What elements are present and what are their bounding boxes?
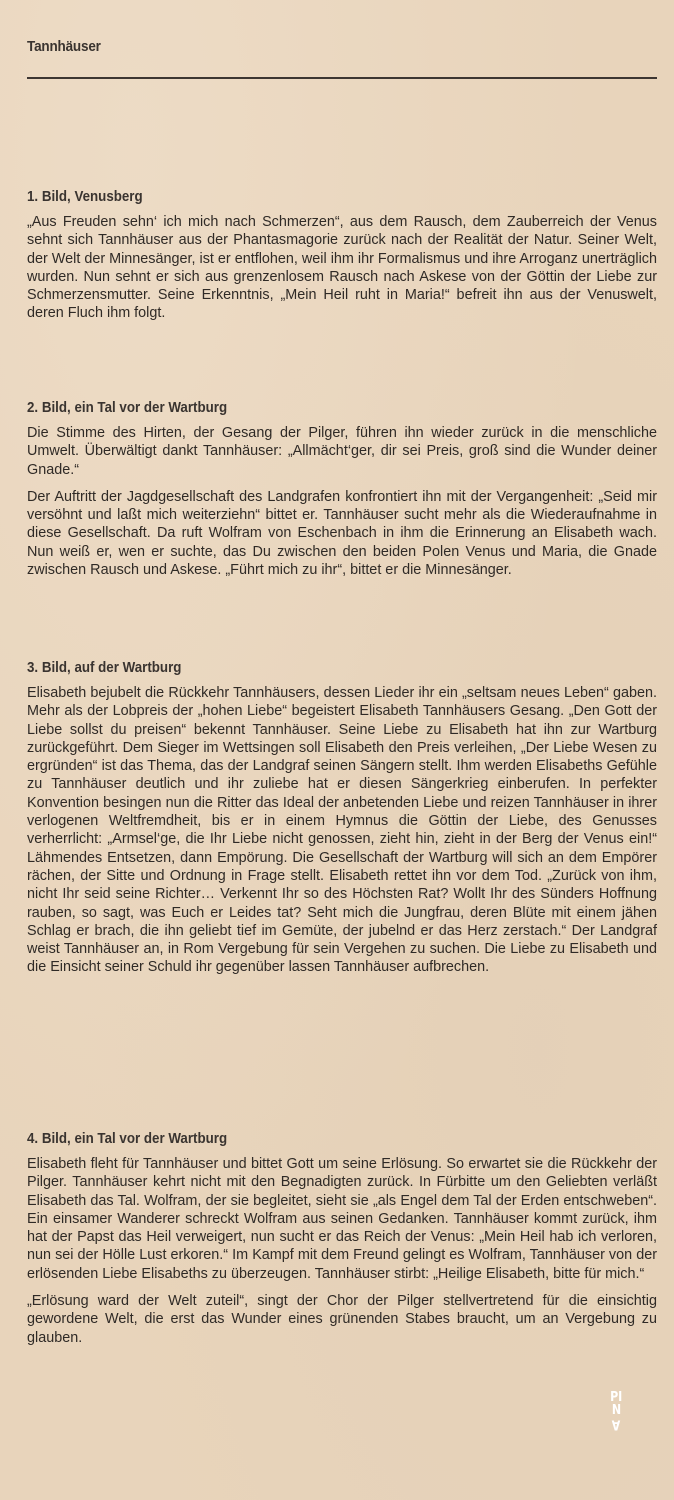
section-paragraph: Elisabeth fleht für Tannhäuser und bittet Gott um seine Erlösung. So erwartet sie die Rückkehr der Pilger. Tannhäuser kehrt nicht mit den Begnadigten zurück. In Fürbitte um den Geliebten verläßt Elisabeth das Tal. Wolfram, der sie begleitet, sieht sie „als Engel dem Tal der Erden entschweben“. Ein einsamer Wanderer schreckt Wolfram aus seinen Gedanken. Tannhäuser kommt zurück, ihm hat der Papst das Heil verweigert, nun sucht er das Reich der Venus: „Mein Heil hab ich verloren, nun sei der Hölle Lust erkoren.“ Im Kampf mit dem Freund gelingt es Wolfram, Tannhäuser von der erlösenden Liebe Elisabeths zu überzeugen. Tannhäuser stirbt: „Heilige Elisabeth, bitte für mich.“ bbox=[27, 1156, 657, 1282]
section-paragraph: Der Auftritt der Jagdgesellschaft des Landgrafen konfrontiert ihn mit der Vergangenheit: „Seid mir versöhnt und laßt mich weiterziehn“ bittet er. Tannhäuser sucht mehr als die Wiederaufnahme in diese Gesellschaft. Da ruft Wolfram von Eschenbach in ihm die Erinnerung an Elisabeth wach. Nun weiß er, wen er suchte, das Du zwischen den beiden Polen Venus und Maria, die Gnade zwischen Rausch und Askese. „Führt mich zu ihr“, bittet er die Minnesänger. bbox=[27, 488, 657, 579]
document-title: Tannhäuser bbox=[27, 38, 101, 55]
logo-letter-n: N bbox=[611, 1402, 621, 1418]
section-heading: 1. Bild, Venusberg bbox=[27, 189, 143, 205]
section-heading: 3. Bild, auf der Wartburg bbox=[27, 660, 182, 676]
section-scene-1 bbox=[27, 189, 657, 332]
section-heading: 4. Bild, ein Tal vor der Wartburg bbox=[27, 1131, 228, 1147]
section-paragraph: „Aus Freuden sehn‘ ich mich nach Schmerzen“, aus dem Rausch, dem Zauberreich der Venus sehnt sich Tannhäuser aus der Phantasmagorie zurück nach der Realität der Natur. Seiner Welt, der Welt der Minnesänger, ist er entflohen, weil ihm ihr Formalismus und ihre Arroganz unerträglich wurden. Nun sehnt er sich aus grenzenlosem Rausch nach Askese von der Göttin der Liebe zur Schmerzensmutter. Seine Erkenntnis, „Mein Heil ruht in Maria!“ befreit ihn aus der Venuswelt, deren Fluch ihm folgt. bbox=[27, 214, 658, 322]
section-scene-4 bbox=[27, 1131, 657, 1356]
section-paragraph: „Erlösung ward der Welt zuteil“, singt der Chor der Pilger stellvertretend für die einsichtig gewordene Welt, die erst das Wunder eines grünenden Stabes braucht, um an Vergebung zu glauben. bbox=[27, 1293, 657, 1346]
section-scene-3 bbox=[27, 660, 657, 986]
section-paragraph: Elisabeth bejubelt die Rückkehr Tannhäusers, dessen Lieder ihr ein „seltsam neues Leben“ gaben. Mehr als der Lobpreis der „hohen Liebe“ begeistert Elisabeth Tannhäusers Gesang. „Den Gott der Liebe sollst du preisen“ bekennt Tannhäuser. Seine Liebe zu Elisabeth hat ihn zur Wartburg zurückgeführt. Dem Sieger im Wettsingen soll Elisabeth den Preis verleihen, „Der Liebe Wesen zu ergründen“ ist das Thema, das der Landgraf seinen Sängern stellt. Ihm werden Elisabeths Gefühle zu Tannhäuser deutlich und ihr zuliebe hat er diesen Sängerkrieg einberufen. In perfekter Konvention besingen nun die Ritter das Ideal der anbetenden Liebe und reizen Tannhäuser in ihrer verlogenen Weltfremdheit, bis er in einem Hymnus die Göttin der Liebe, des Genusses verherrlicht: „Armsel‘ge, die Ihr Liebe nicht genossen, zieht hin, zieht in der Berg der Venus ein!“ Lähmendes Entsetzen, dann Empörung. Die Gesellschaft der Wartburg will sich an dem Empörer rächen, der Sitte und Ordnung in Frage stellt. Elisabeth rettet ihn vor dem Tod. „Zurück von ihm, nicht Ihr seid seine Richter… Verkennt Ihr so des Höchsten Rat? Wollt Ihr des Sünders Hoffnung rauben, so sagt, was Euch er Leides tat? Seht mich die Jungfrau, deren Blüte mit einem jähen Schlag er brach, die ihn geliebt tief im Gemüte, der jubelnd er das Herz zerstach.“ Der Landgraf weist Tannhäuser an, in Rom Vergebung für sein Vergehen zu suchen. Die Liebe zu Elisabeth und die Einsicht seiner Schuld ihr gegenüber lassen Tannhäuser aufbrechen. bbox=[27, 685, 657, 976]
section-paragraph: Die Stimme des Hirten, der Gesang der Pilger, führen ihn wieder zurück in die menschliche Umwelt. Überwältigt dankt Tannhäuser: „Allmächt‘ger, dir sei Preis, groß sind die Wunder deiner Gnade.“ bbox=[27, 425, 657, 478]
logo-letter-a: A bbox=[611, 1416, 621, 1432]
logo-letters-pi: PI bbox=[609, 1390, 623, 1405]
pina-logo-icon bbox=[609, 1392, 623, 1430]
section-heading: 2. Bild, ein Tal vor der Wartburg bbox=[27, 400, 228, 416]
section-scene-2 bbox=[27, 400, 657, 588]
title-divider bbox=[27, 77, 657, 79]
